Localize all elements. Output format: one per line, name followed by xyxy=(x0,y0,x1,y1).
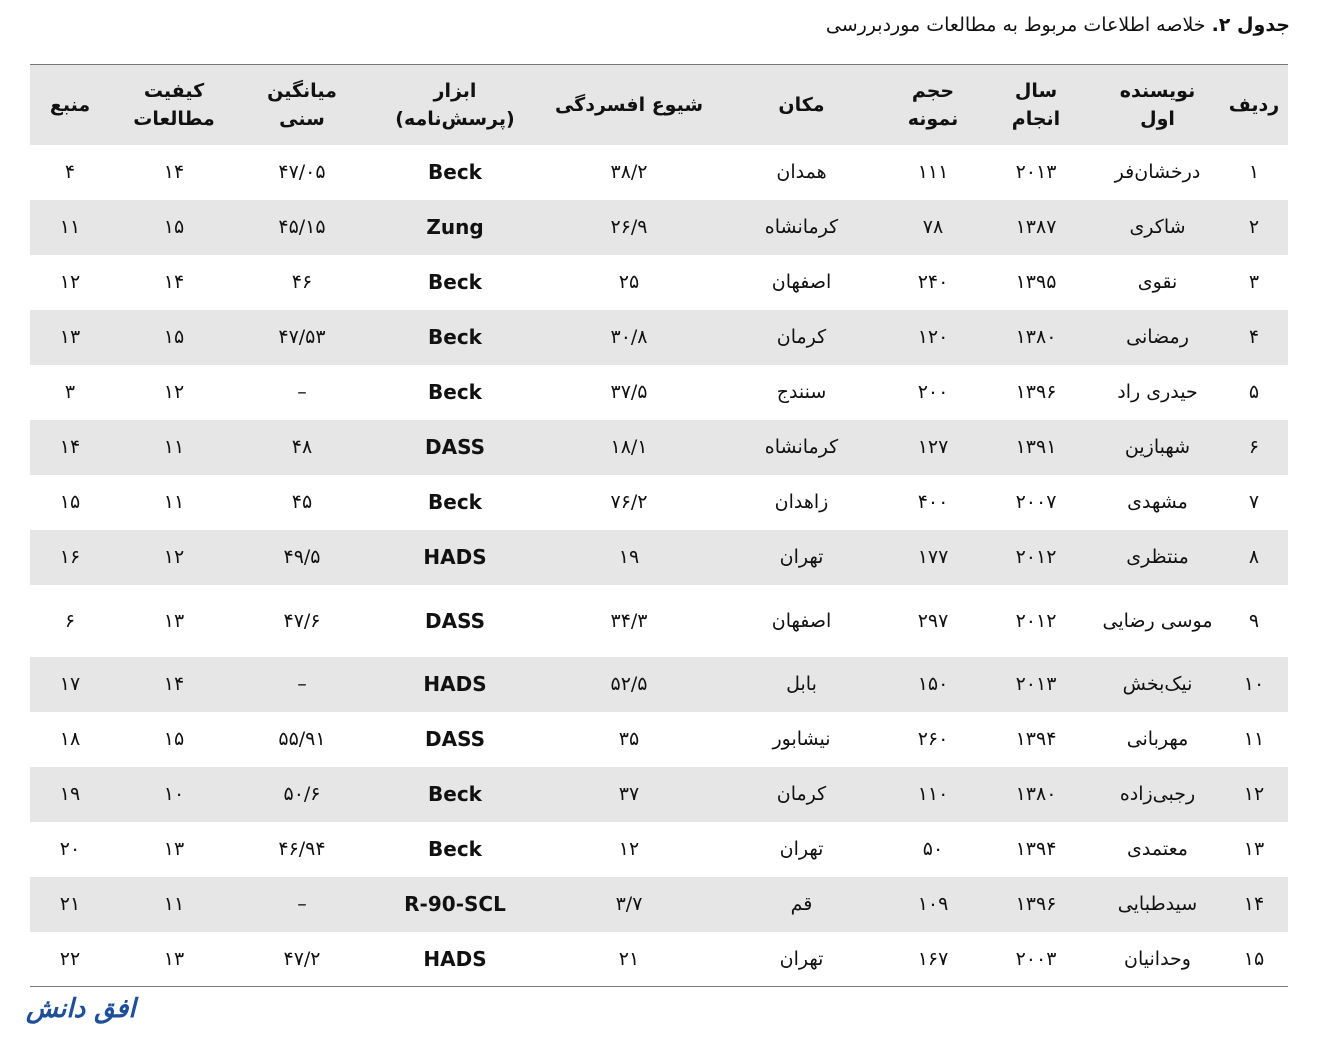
cell-tool: Beck xyxy=(428,160,482,184)
cell-prevalence: ۷۶/۲ xyxy=(610,491,648,513)
cell-year: ۱۳۸۰ xyxy=(977,310,1095,365)
cell-place: کرمانشاه xyxy=(714,420,889,475)
column-header-radif xyxy=(1220,65,1288,145)
cell-quality: ۱۴ xyxy=(163,161,185,183)
column-header-line: کیفیت xyxy=(143,79,205,102)
cell-place: تهران xyxy=(779,947,824,970)
table-row xyxy=(30,657,1288,712)
column-header-quality xyxy=(110,65,238,145)
cell-year: ۱۳۹۴ xyxy=(1015,728,1057,750)
cell-author: مهربانی xyxy=(1126,728,1189,750)
table-row xyxy=(30,255,1288,310)
cell-age: ۴۵/۱۵ xyxy=(238,200,366,255)
cell-radif: ۱۴ xyxy=(1220,877,1288,932)
table-row xyxy=(30,932,1288,987)
cell-radif: ۶ xyxy=(1220,420,1288,475)
cell-tool: Zung xyxy=(366,200,544,255)
cell-quality: ۱۳ xyxy=(163,609,185,632)
cell-prevalence: ۳/۷ xyxy=(544,877,714,932)
cell-author: سیدطبایی xyxy=(1095,877,1220,932)
cell-place: کرمان xyxy=(714,310,889,365)
cell-year: ۲۰۱۳ xyxy=(1015,161,1057,183)
cell-year: ۲۰۱۲ xyxy=(1015,609,1057,632)
table-row xyxy=(30,585,1288,657)
cell-prevalence: ۱۲ xyxy=(618,838,640,860)
column-header-line: مطالعات xyxy=(133,107,215,130)
cell-source: ۱۳ xyxy=(30,310,110,365)
cell-prevalence: ۳۰/۸ xyxy=(544,310,714,365)
cell-source: ۲۰ xyxy=(59,838,81,860)
column-header-line: (پرسش‌نامه) xyxy=(395,107,515,130)
cell-tool: Beck xyxy=(428,270,482,294)
cell-radif: ۲ xyxy=(1220,200,1288,255)
column-header-line: شیوع افسردگی xyxy=(554,93,704,116)
cell-quality: ۱۳ xyxy=(163,947,185,970)
cell-radif: ۱ xyxy=(1248,161,1260,183)
cell-place: کرمان xyxy=(714,767,889,822)
column-header-line: منبع xyxy=(49,93,91,116)
column-header-place xyxy=(714,65,889,145)
cell-year: ۲۰۰۷ xyxy=(1015,491,1057,513)
cell-prevalence: ۱۸/۱ xyxy=(544,420,714,475)
cell-source: ۱۸ xyxy=(59,728,81,750)
table-body xyxy=(30,145,1288,987)
cell-age: ۴۹/۵ xyxy=(238,530,366,585)
cell-radif: ۴ xyxy=(1220,310,1288,365)
cell-source: ۱۵ xyxy=(59,491,81,513)
cell-place: تهران xyxy=(779,838,824,860)
cell-age: – xyxy=(238,657,366,712)
cell-tool: Beck xyxy=(428,490,482,514)
cell-age: ۴۷/۵۳ xyxy=(238,310,366,365)
cell-year: ۱۳۹۵ xyxy=(1015,271,1057,293)
cell-radif: ۳ xyxy=(1248,271,1260,293)
cell-author: نیک‌بخش xyxy=(1095,657,1220,712)
cell-age: – xyxy=(297,381,307,403)
table-row xyxy=(30,767,1288,822)
column-header-line: نمونه xyxy=(907,107,959,130)
cell-quality: ۱۱ xyxy=(110,420,238,475)
column-header-year xyxy=(977,65,1095,145)
column-header-line: ردیف xyxy=(1228,93,1280,116)
cell-radif: ۱۲ xyxy=(1220,767,1288,822)
cell-age: ۴۵ xyxy=(291,491,313,513)
cell-sample: ۱۷۷ xyxy=(889,530,977,585)
cell-place: بابل xyxy=(714,657,889,712)
table-caption xyxy=(46,14,1290,36)
cell-source: ۱۴ xyxy=(30,420,110,475)
cell-radif: ۱۵ xyxy=(1243,947,1265,970)
cell-sample: ۵۰ xyxy=(922,838,944,860)
cell-place: اصفهان xyxy=(771,271,832,293)
column-header-line: سنی xyxy=(279,107,325,130)
cell-quality: ۱۵ xyxy=(163,728,185,750)
column-header-line: نویسنده xyxy=(1119,79,1196,102)
caption-text: خلاصه اطلاعات مربوط به مطالعات موردبررسی xyxy=(825,14,1212,36)
column-header-line: حجم xyxy=(911,79,955,102)
cell-sample: ۱۲۷ xyxy=(889,420,977,475)
column-header-source xyxy=(30,65,110,145)
table-row xyxy=(30,877,1288,932)
cell-prevalence: ۲۶/۹ xyxy=(544,200,714,255)
cell-sample: ۱۱۱ xyxy=(917,161,949,183)
journal-logo: افق دانش xyxy=(26,994,136,1024)
cell-source: ۲۲ xyxy=(59,947,81,970)
cell-prevalence: ۲۱ xyxy=(618,947,640,970)
cell-source: ۱۷ xyxy=(30,657,110,712)
cell-age: ۴۶ xyxy=(291,271,313,293)
table-row xyxy=(30,310,1288,365)
cell-quality: ۱۴ xyxy=(110,657,238,712)
cell-tool: DASS xyxy=(366,420,544,475)
cell-sample: ۲۴۰ xyxy=(917,271,949,293)
caption-label: جدول ۲. xyxy=(1211,14,1290,36)
cell-radif: ۵ xyxy=(1248,381,1260,403)
cell-author: نقوی xyxy=(1137,271,1178,293)
cell-source: ۱۹ xyxy=(30,767,110,822)
column-header-sample xyxy=(889,65,977,145)
cell-tool: HADS xyxy=(423,946,487,971)
cell-age: ۴۸ xyxy=(238,420,366,475)
cell-prevalence: ۳۷ xyxy=(544,767,714,822)
column-header-prevalence xyxy=(544,65,714,145)
table-row xyxy=(30,822,1288,877)
cell-year: ۱۳۹۶ xyxy=(977,877,1095,932)
column-header-line: ابزار xyxy=(433,79,477,102)
cell-sample: ۲۹۷ xyxy=(917,609,949,632)
cell-year: ۱۳۹۱ xyxy=(977,420,1095,475)
cell-source: ۳ xyxy=(64,381,76,403)
cell-year: ۱۳۹۴ xyxy=(1015,838,1057,860)
cell-sample: ۱۲۰ xyxy=(889,310,977,365)
cell-quality: ۱۱ xyxy=(163,491,185,513)
cell-year: ۱۳۸۷ xyxy=(977,200,1095,255)
cell-source: ۶ xyxy=(64,609,76,632)
cell-tool: DASS xyxy=(425,727,485,751)
cell-prevalence: ۳۵ xyxy=(618,728,640,750)
cell-year: ۱۳۸۰ xyxy=(977,767,1095,822)
cell-tool: Beck xyxy=(428,837,482,861)
header-row xyxy=(30,65,1288,145)
cell-year: ۲۰۰۳ xyxy=(1015,947,1057,970)
cell-age: ۴۷/۲ xyxy=(283,947,321,970)
cell-author: درخشان‌فر xyxy=(1114,161,1201,183)
cell-quality: ۱۵ xyxy=(110,310,238,365)
cell-source: ۱۱ xyxy=(30,200,110,255)
cell-prevalence: ۳۴/۳ xyxy=(610,609,648,632)
cell-sample: ۴۰۰ xyxy=(917,491,949,513)
column-header-line: سال xyxy=(1014,79,1058,102)
cell-year: ۲۰۱۲ xyxy=(977,530,1095,585)
cell-place: همدان xyxy=(776,161,827,183)
cell-place: کرمانشاه xyxy=(714,200,889,255)
table-header xyxy=(30,65,1288,145)
column-header-tool xyxy=(366,65,544,145)
cell-sample: ۱۰۹ xyxy=(889,877,977,932)
cell-year: ۲۰۱۳ xyxy=(977,657,1095,712)
table-row xyxy=(30,475,1288,530)
table-row xyxy=(30,145,1288,200)
cell-prevalence: ۳۸/۲ xyxy=(610,161,648,183)
table-row xyxy=(30,365,1288,420)
cell-sample: ۲۶۰ xyxy=(917,728,949,750)
cell-radif: ۱۰ xyxy=(1220,657,1288,712)
cell-author: مشهدی xyxy=(1127,491,1188,513)
cell-author: وحدانیان xyxy=(1124,947,1191,970)
cell-tool: Beck xyxy=(366,310,544,365)
cell-source: ۴ xyxy=(64,161,76,183)
cell-source: ۲۱ xyxy=(30,877,110,932)
cell-place: اصفهان xyxy=(771,609,832,632)
cell-author: حیدری راد xyxy=(1117,381,1198,403)
column-header-line: اول xyxy=(1140,107,1175,130)
cell-tool: Beck xyxy=(366,767,544,822)
cell-prevalence: ۱۹ xyxy=(544,530,714,585)
cell-quality: ۱۱ xyxy=(110,877,238,932)
column-header-age xyxy=(238,65,366,145)
cell-sample: ۱۵۰ xyxy=(889,657,977,712)
cell-sample: ۷۸ xyxy=(889,200,977,255)
column-header-line: مکان xyxy=(778,93,825,116)
table-row xyxy=(30,200,1288,255)
cell-prevalence: ۳۷/۵ xyxy=(610,381,648,403)
cell-quality: ۱۵ xyxy=(110,200,238,255)
column-header-line: انجام xyxy=(1011,107,1061,130)
studies-table xyxy=(30,64,1288,987)
cell-sample: ۱۶۷ xyxy=(917,947,949,970)
column-header-line: میانگین xyxy=(267,79,337,102)
column-header-author xyxy=(1095,65,1220,145)
cell-age: ۴۷/۶ xyxy=(283,609,321,632)
cell-radif: ۸ xyxy=(1220,530,1288,585)
table-row xyxy=(30,420,1288,475)
cell-place: تهران xyxy=(714,530,889,585)
cell-author: موسی رضایی xyxy=(1102,609,1213,632)
cell-age: ۵۰/۶ xyxy=(238,767,366,822)
cell-radif: ۷ xyxy=(1248,491,1260,513)
cell-tool: HADS xyxy=(366,657,544,712)
cell-prevalence: ۲۵ xyxy=(618,271,640,293)
cell-tool: R-90-SCL xyxy=(366,877,544,932)
cell-age: ۵۵/۹۱ xyxy=(278,728,326,750)
cell-prevalence: ۵۲/۵ xyxy=(544,657,714,712)
cell-age: – xyxy=(238,877,366,932)
cell-author: شهبازین xyxy=(1095,420,1220,475)
cell-author: رجبی‌زاده xyxy=(1095,767,1220,822)
cell-place: قم xyxy=(714,877,889,932)
cell-place: سنندج xyxy=(776,381,827,403)
cell-quality: ۱۲ xyxy=(110,530,238,585)
cell-tool: DASS xyxy=(425,608,485,633)
cell-sample: ۲۰۰ xyxy=(917,381,949,403)
cell-author: منتظری xyxy=(1095,530,1220,585)
cell-quality: ۱۴ xyxy=(163,271,185,293)
cell-radif: ۱۳ xyxy=(1243,838,1265,860)
cell-tool: Beck xyxy=(428,380,482,404)
cell-quality: ۱۳ xyxy=(163,838,185,860)
cell-author: رمضانی xyxy=(1095,310,1220,365)
cell-year: ۱۳۹۶ xyxy=(1015,381,1057,403)
cell-age: ۴۷/۰۵ xyxy=(278,161,326,183)
cell-radif: ۱۱ xyxy=(1243,728,1265,750)
cell-author: معتمدی xyxy=(1127,838,1188,860)
cell-sample: ۱۱۰ xyxy=(889,767,977,822)
cell-radif: ۹ xyxy=(1248,609,1260,632)
table-row xyxy=(30,530,1288,585)
cell-author: شاکری xyxy=(1095,200,1220,255)
table-row xyxy=(30,712,1288,767)
cell-quality: ۱۲ xyxy=(163,381,185,403)
cell-place: نیشابور xyxy=(772,728,831,750)
cell-source: ۱۲ xyxy=(59,271,81,293)
cell-source: ۱۶ xyxy=(30,530,110,585)
cell-tool: HADS xyxy=(366,530,544,585)
cell-quality: ۱۰ xyxy=(110,767,238,822)
cell-age: ۴۶/۹۴ xyxy=(278,838,326,860)
cell-place: زاهدان xyxy=(774,491,829,513)
